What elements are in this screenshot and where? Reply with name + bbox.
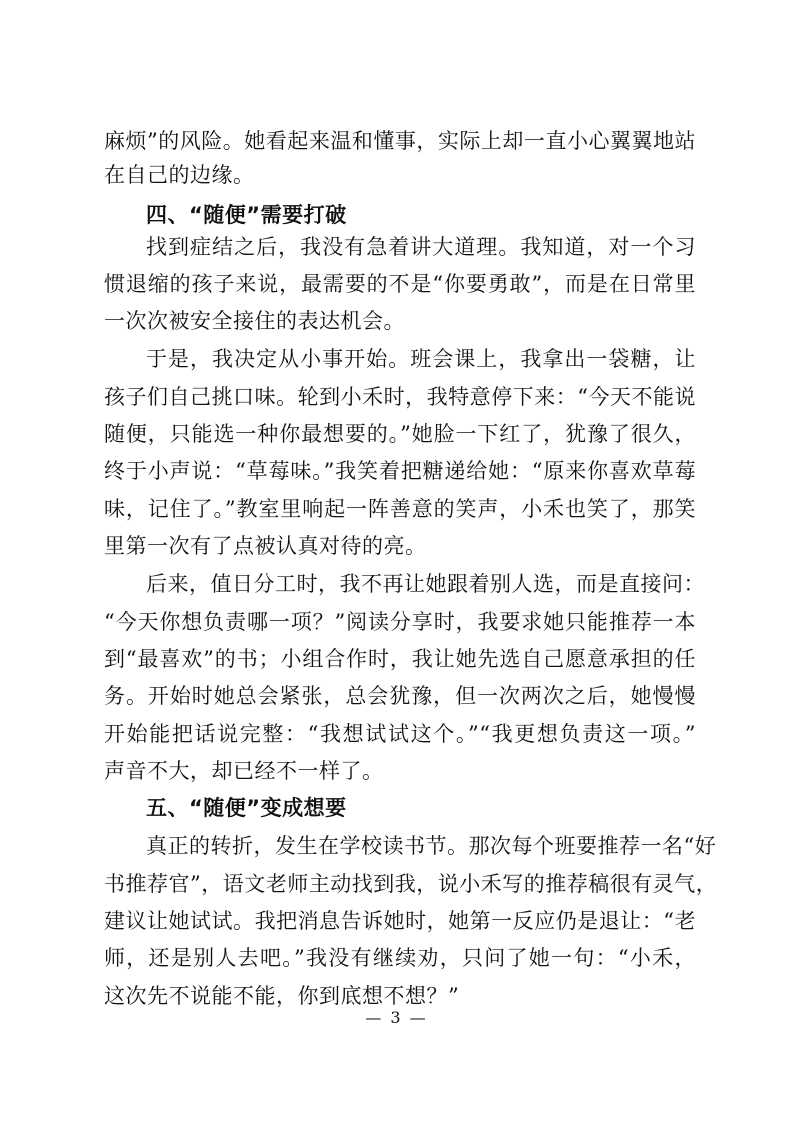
paragraph-line: 惯退缩的孩子来说，最需要的不是“你要勇敢”，而是在日常里 xyxy=(104,272,696,296)
page-number: — 3 — xyxy=(365,1008,428,1027)
paragraph-line: 找到症结之后，我没有急着讲大道理。我知道，对一个习 xyxy=(146,235,696,259)
paragraph-line: 真正的转折，发生在学校读书节。那次每个班要推荐一名“好 xyxy=(146,834,717,858)
paragraph-line: 书推荐官”，语文老师主动找到我，说小禾写的推荐稿很有灵气， xyxy=(104,872,718,896)
paragraph-line: 于是，我决定从小事开始。班会课上，我拿出一袋糖，让 xyxy=(146,347,696,371)
paragraph-line: 声音不大，却已经不一样了。 xyxy=(104,759,384,783)
paragraph-line: 开始能把话说完整：“我想试试这个。”“我更想负责这一项。” xyxy=(104,722,696,746)
paragraph-line: 务。开始时她总会紧张，总会犹豫，但一次两次之后，她慢慢 xyxy=(104,684,696,708)
paragraph-line: 里第一次有了点被认真对待的亮。 xyxy=(104,534,427,558)
section-heading-5: 五、“随便”变成想要 xyxy=(146,796,347,820)
paragraph-line: 在自己的边缘。 xyxy=(104,163,255,187)
paragraph-line: 麻烦”的风险。她看起来温和懂事，实际上却一直小心翼翼地站 xyxy=(104,129,696,153)
section-heading-4: 四、“随便”需要打破 xyxy=(146,203,347,227)
paragraph-line: 随便，只能选一种你最想要的。”她脸一下红了，犹豫了很久， xyxy=(104,422,696,446)
paragraph-line: “今天你想负责哪一项？”阅读分享时，我要求她只能推荐一本 xyxy=(104,610,696,634)
paragraph-line: 后来，值日分工时，我不再让她跟着别人选，而是直接问： xyxy=(146,572,705,596)
paragraph-line: 终于小声说：“草莓味。”我笑着把糖递给她：“原来你喜欢草莓 xyxy=(104,459,696,483)
paragraph-line: 师，还是别人去吧。”我没有继续劝，只问了她一句：“小禾， xyxy=(104,946,696,970)
paragraph-line: 建议让她试试。我把消息告诉她时，她第一反应仍是退让：“老 xyxy=(104,909,696,933)
paragraph-line: 这次先不说能不能，你到底想不想？” xyxy=(104,984,460,1008)
paragraph-line: 一次次被安全接住的表达机会。 xyxy=(104,309,405,333)
paragraph-line: 到“最喜欢”的书；小组合作时，我让她先选自己愿意承担的任 xyxy=(104,647,696,671)
paragraph-line: 孩子们自己挑口味。轮到小禾时，我特意停下来：“今天不能说 xyxy=(104,385,696,409)
paragraph-line: 味，记住了。”教室里响起一阵善意的笑声，小禾也笑了，那笑 xyxy=(104,497,696,521)
